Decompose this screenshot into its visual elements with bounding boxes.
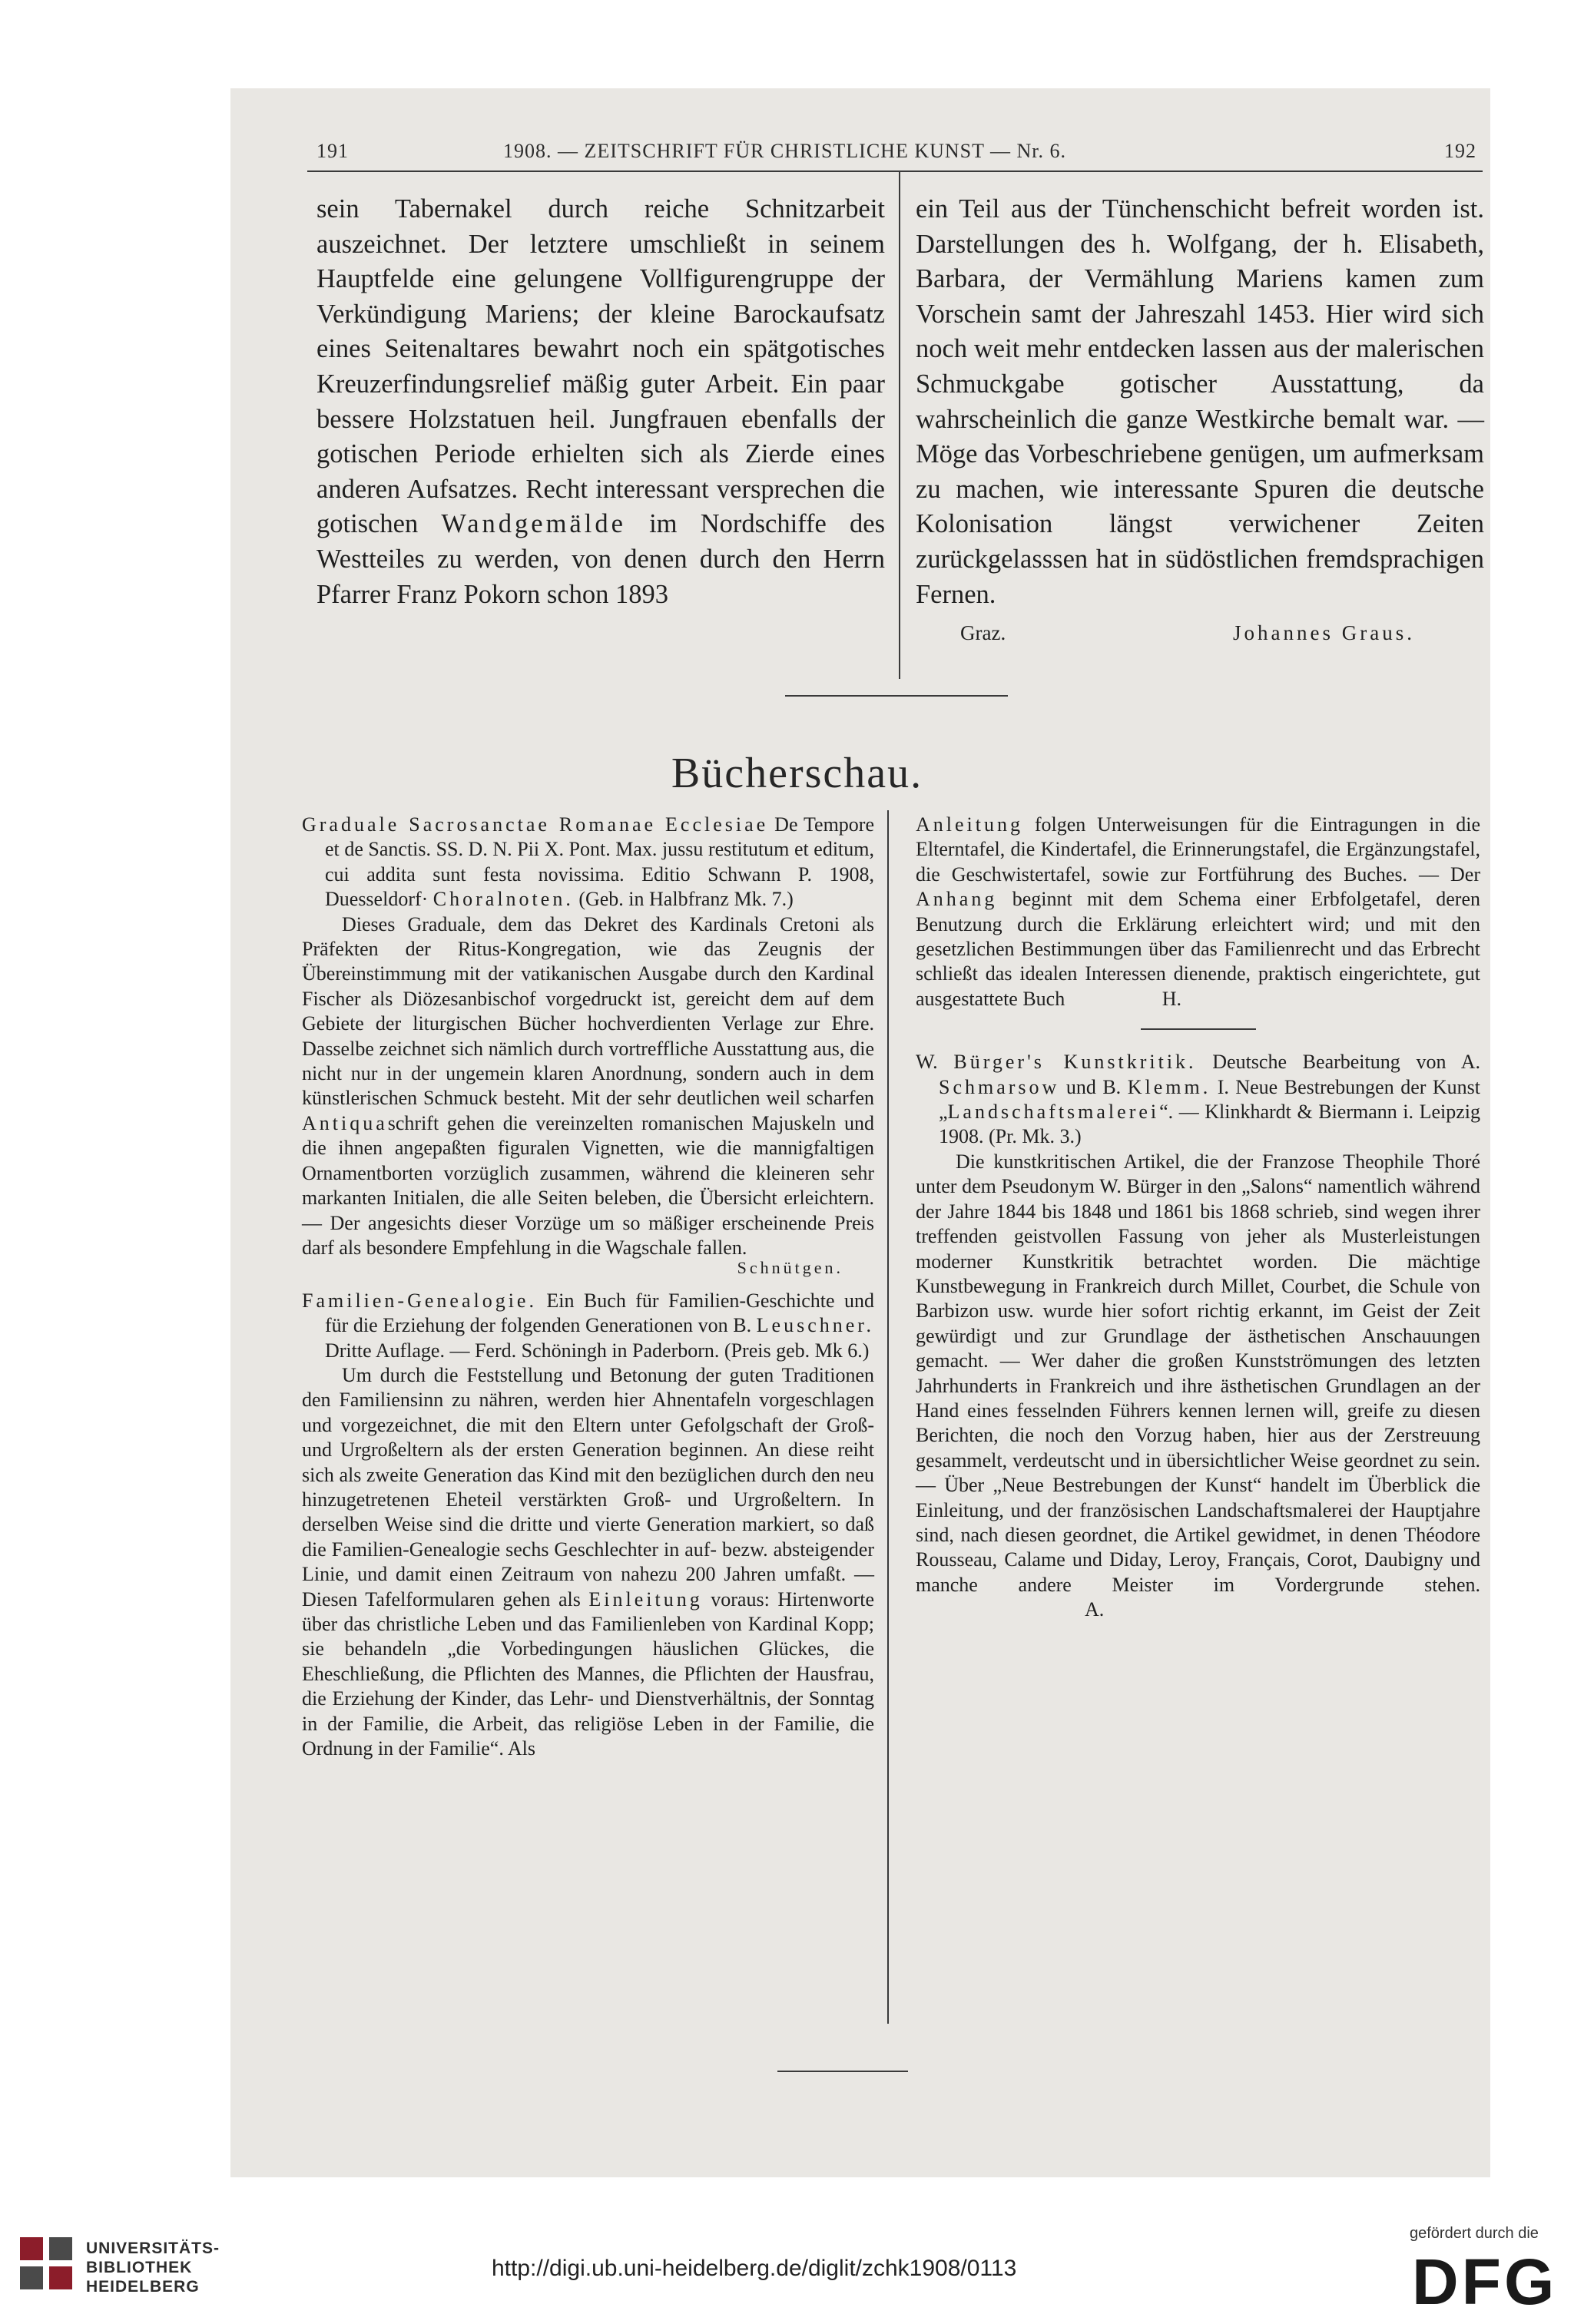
column-divider-bottom	[887, 810, 889, 2024]
review-familien-body-continued: Anleitung folgen Unterweisungen für die Eintragungen in die Elterntafel, die Kindertafel, die Erinnerungstafel, die Ergänzungstafel, die Geschwistertafel, sowie zur Fortführung des Buches. — Der Anhang beginnt mit dem Schema einer Erbfolgetafel, deren Benutzung durch die Erklärung erleichtert wird; und mit den gesetzlichen Bestimmungen über das Familienrecht und das Erbrecht schließt das idealen Interessen dienende, praktisch eingerichtete, gut ausgestattete Buch H.	[916, 813, 1480, 1010]
review-buerger-body: Die kunstkritischen Artikel, die der Franzose Theophile Thoré unter dem Pseudonym W. Bürger in den „Salons“ namentlich während der Jahre 1844 bis 1848 und 1861 bis 1868 schrieb, sind wegen ihrer treffenden geistvollen Fassung von jeher als Musterleistungen moderner Kunstkritik betrachtet worden. Die mächtige Kunstbewegung in Frankreich durch Millet, Courbet, die Schule von Barbizon usw. wurde hier sofort richtig erkannt, im Geist der Zeit gewürdigt und zur Grundlage der ästhetischen Anschauungen gemacht. — Wer daher die großen Kunstströmungen des letzten Jahrhunderts in Frankreich und ihre ästhetischen Grundlagen an der Hand eines fesselnden Führers kennen lernen will, greife zu diesen Berichten, die noch den Vorzug haben, hier aus der Zerstreuung gesammelt, verdeutscht und in übersichtlicher Weise geordnet zu sein. — Über „Neue Bestrebungen der Kunst“ handelt im Überblick die Einleitung, und der französischen Landschaftsmalerei der Hauptjahre sind, nach diesen geordnet, die Artikel gewidmet, in denen Théodore Rousseau, Calame und Diday, Leroy, Français, Corot, Daubigny und manche andere Meister im Vordergrunde stehen. A.	[916, 1150, 1480, 1621]
review-divider	[1141, 1028, 1256, 1030]
header-rule	[307, 170, 1483, 172]
article-author: Johannes Graus.	[1233, 621, 1415, 644]
article-continuation-left	[316, 192, 885, 612]
review-familien-body: Um durch die Feststellung und Betonung der guten Traditionen den Familiensinn zu nähren, werden hier Ahnentafeln vorgeschlagen und vorgezeichnet, die mit den Eltern unter Gefolgschaft der Groß- und Urgroßeltern als der ersten Generation beginnen. An diese reiht sich als zweite Generation das Kind mit den bezüglichen durch den neu hinzugetretenen Eheteil verstärkten Groß- und Urgroßeltern. In derselben Weise sind die dritte und vierte Generation markiert, so daß die Familien-Genealogie sechs Geschlechter in auf- bezw. absteigender Linie, und damit einen Zeitraum von nahezu 200 Jahren umfaßt. — Diesen Tafelformularen gehen als Einleitung voraus: Hirtenworte über das christliche Leben und das Familienleben von Kardinal Kopp; sie behandeln „die Vorbedingungen häuslichen Glückes, die Eheschließung, die Pflichten des Mannes, die Pflichten der Hausfrau, die Erziehung der Kinder, das Lehr- und Dienstverhältnis, der Sonntag in der Familie, die Arbeit, das religiöse Leben in der Familie, die Ordnung in der Familie“. Als	[302, 1363, 874, 1760]
permalink-url[interactable]: http://digi.ub.uni-heidelberg.de/diglit/zchk1908/0113	[492, 2256, 1017, 2281]
review-graduale-heading: Graduale Sacrosanctae Romanae Ecclesiae De Tempore et de Sanctis. SS. D. N. Pii X. Pont. Max. jussu restitutum et editum, cui addita sunt festa novissima. Editio Schwann P. 1908, Duesseldorf· Choralnoten. (Geb. in Halbfranz Mk. 7.)	[302, 813, 875, 911]
column-divider-top	[899, 172, 900, 679]
article-text: sein Tabernakel durch reiche Schnitzarbeit auszeichnet. Der letztere umschließt in seinem Hauptfelde eine gelungene Vollfigurengruppe der Verkündigung Mariens; der kleine Barockaufsatz eines Seitenaltares bewahrt noch ein spätgotisches Kreuzerfindungsrelief mäßig guter Arbeit. Ein paar bessere Holzstatuen heil. Jungfrauen ebenfalls der gotischen Periode erhielten sich als Zierde eines anderen Aufsatzes. Recht interessant versprechen die gotischen	[316, 194, 885, 539]
review-familien-heading: Familien-Genealogie. Ein Buch für Familien-Geschichte und für die Erziehung der folgenden Generationen von B. Leuschner. Dritte Auflage. — Ferd. Schöningh in Paderborn. (Preis geb. Mk 6.)	[302, 1289, 875, 1362]
review-buerger-signature: A.	[1085, 1598, 1105, 1621]
reviews-left-column	[302, 813, 874, 1761]
running-title: 1908. — ZEITSCHRIFT FÜR CHRISTLICHE KUNST — Nr. 6.	[503, 140, 1067, 162]
viewer-footer	[0, 2208, 1594, 2324]
dfg-logo: DFG	[1412, 2246, 1558, 2318]
library-name: UNIVERSITÄTS- BIBLIOTHEK HEIDELBERG	[86, 2240, 220, 2296]
library-logo-icon	[15, 2233, 77, 2294]
emphasis-wandgemaelde: Wandgemälde	[441, 509, 626, 539]
review-graduale-body: Dieses Graduale, dem das Dekret des Kardinals Cretoni als Präfekten der Ritus-Kongregation, wie das Zeugnis der Übereinstimmung mit der vatikanischen Ausgabe durch den Kardinal Fischer als Diözesanbischof vorgedruckt ist, gereicht dem auf dem Gebiete der liturgischen Bücher hochverdienten Verlage zur Ehre. Dasselbe zeichnet sich nämlich durch vortreffliche Ausstattung aus, die nicht nur in der ungemein klaren Anordnung, sondern auch in dem künstlerischen Schmuck besteht. Mit der sehr deutlichen weil scharfen Antiquaschrift gehen die vereinzelten romanischen Majuskeln und die ihnen angepaßten figuralen Vignetten, wie die mannigfaltigen Ornamentborten vorzüglich zusammen, während die kleineren sehr markanten Initialen, die alle Seiten beleben, die Übersicht erleichtern. — Der angesichts dieser Vorzüge um so mäßiger erscheinende Preis darf als besondere Empfehlung in die Wagschale fallen.	[302, 912, 874, 1259]
article-continuation-right	[916, 192, 1484, 612]
review-graduale-signature: Schnütgen.	[737, 1258, 843, 1278]
end-rule	[777, 2071, 908, 2072]
reviews-right-column	[916, 813, 1480, 1623]
page-number-right: 192	[1444, 140, 1476, 162]
review-buerger-heading: W. Bürger's Kunstkritik. Deutsche Bearbeitung von A. Schmarsow und B. Klemm. I. Neue Bestrebungen der Kunst „Landschaftsmalerei“. — Klinkhardt & Biermann i. Leipzig 1908. (Pr. Mk. 3.)	[916, 1051, 1481, 1148]
review-familien-signature: H.	[1162, 987, 1181, 1010]
page-number-left: 191	[316, 140, 349, 162]
funding-note: gefördert durch die	[1410, 2225, 1539, 2242]
section-title: Bücherschau.	[671, 750, 923, 797]
article-place: Graz.	[960, 621, 1006, 644]
article-text: im Nordschiffe des Westteiles zu werden, von denen durch den Herrn Pfarrer Franz Pokorn schon 1893	[316, 509, 886, 609]
article-text: ein Teil aus der Tünchenschicht befreit worden ist. Darstellungen des h. Wolfgang, der h. Elisabeth, Barbara, der Vermählung Mariens kamen zum Vorschein samt der Jahreszahl 1453. Hier wird sich noch weit mehr entdecken lassen aus der malerischen Schmuckgabe gotischer Ausstattung, da wahrscheinlich die ganze Westkirche bemalt war. — Möge das Vorbeschriebene genügen, um aufmerksam zu machen, wie interessante Spuren die deutsche Kolonisation längst verwichener Zeiten zurückgelasssen hat in südöstlichen fremdsprachigen Fernen.	[916, 194, 1484, 609]
section-divider	[785, 695, 1008, 697]
